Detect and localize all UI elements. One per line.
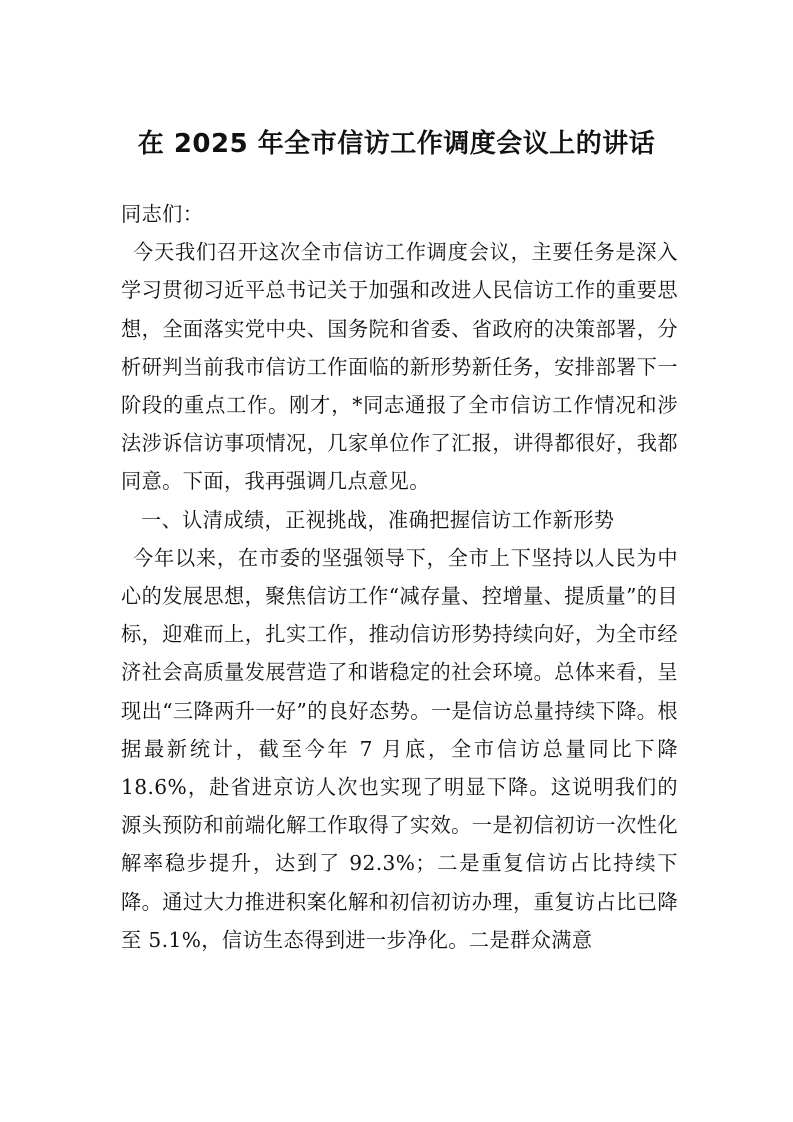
paragraph-situation: 今年以来，在市委的坚强领导下，全市上下坚持以人民为中心的发展思想，聚焦信访工作“减存量、控增量、提质量”的目标，迎难而上，扎实工作，推动信访形势持续向好，为全市经济社会高质量发展营造了和谐稳定的社会环境。总体来看，呈现出“三降两升一好”的良好态势。一是信访总量持续下降。根据最新统计，截至今年 7 月底，全市信访总量同比下降 18.6%，赴省进京访人次也实现了明显下降。这说明我们的源头预防和前端化解工作取得了实效。一是初信初访一次性化解率稳步提升，达到了 92.3%；二是重复信访占比持续下降。通过大力推进积案化解和初信初访办理，重复访占比已降至 5.1%，信访生态得到进一步净化。二是群众满意 [121, 545, 678, 952]
section-heading-1: 一、认清成绩，正视挑战，准确把握信访工作新形势 [141, 507, 615, 532]
salutation: 同志们： [121, 202, 204, 226]
document-body [121, 195, 678, 959]
document-title: 在 2025 年全市信访工作调度会议上的讲话 [137, 129, 656, 159]
paragraph-intro: 今天我们召开这次全市信访工作调度会议，主要任务是深入学习贯彻习近平总书记关于加强和改进人民信访工作的重要思想，全面落实党中央、国务院和省委、省政府的决策部署，分析研判当前我市信访工作面临的新形势新任务，安排部署下一阶段的重点工作。刚才，*同志通报了全市信访工作情况和涉法涉诉信访事项情况，几家单位作了汇报，讲得都很好，我都同意。下面，我再强调几点意见。 [121, 240, 678, 494]
